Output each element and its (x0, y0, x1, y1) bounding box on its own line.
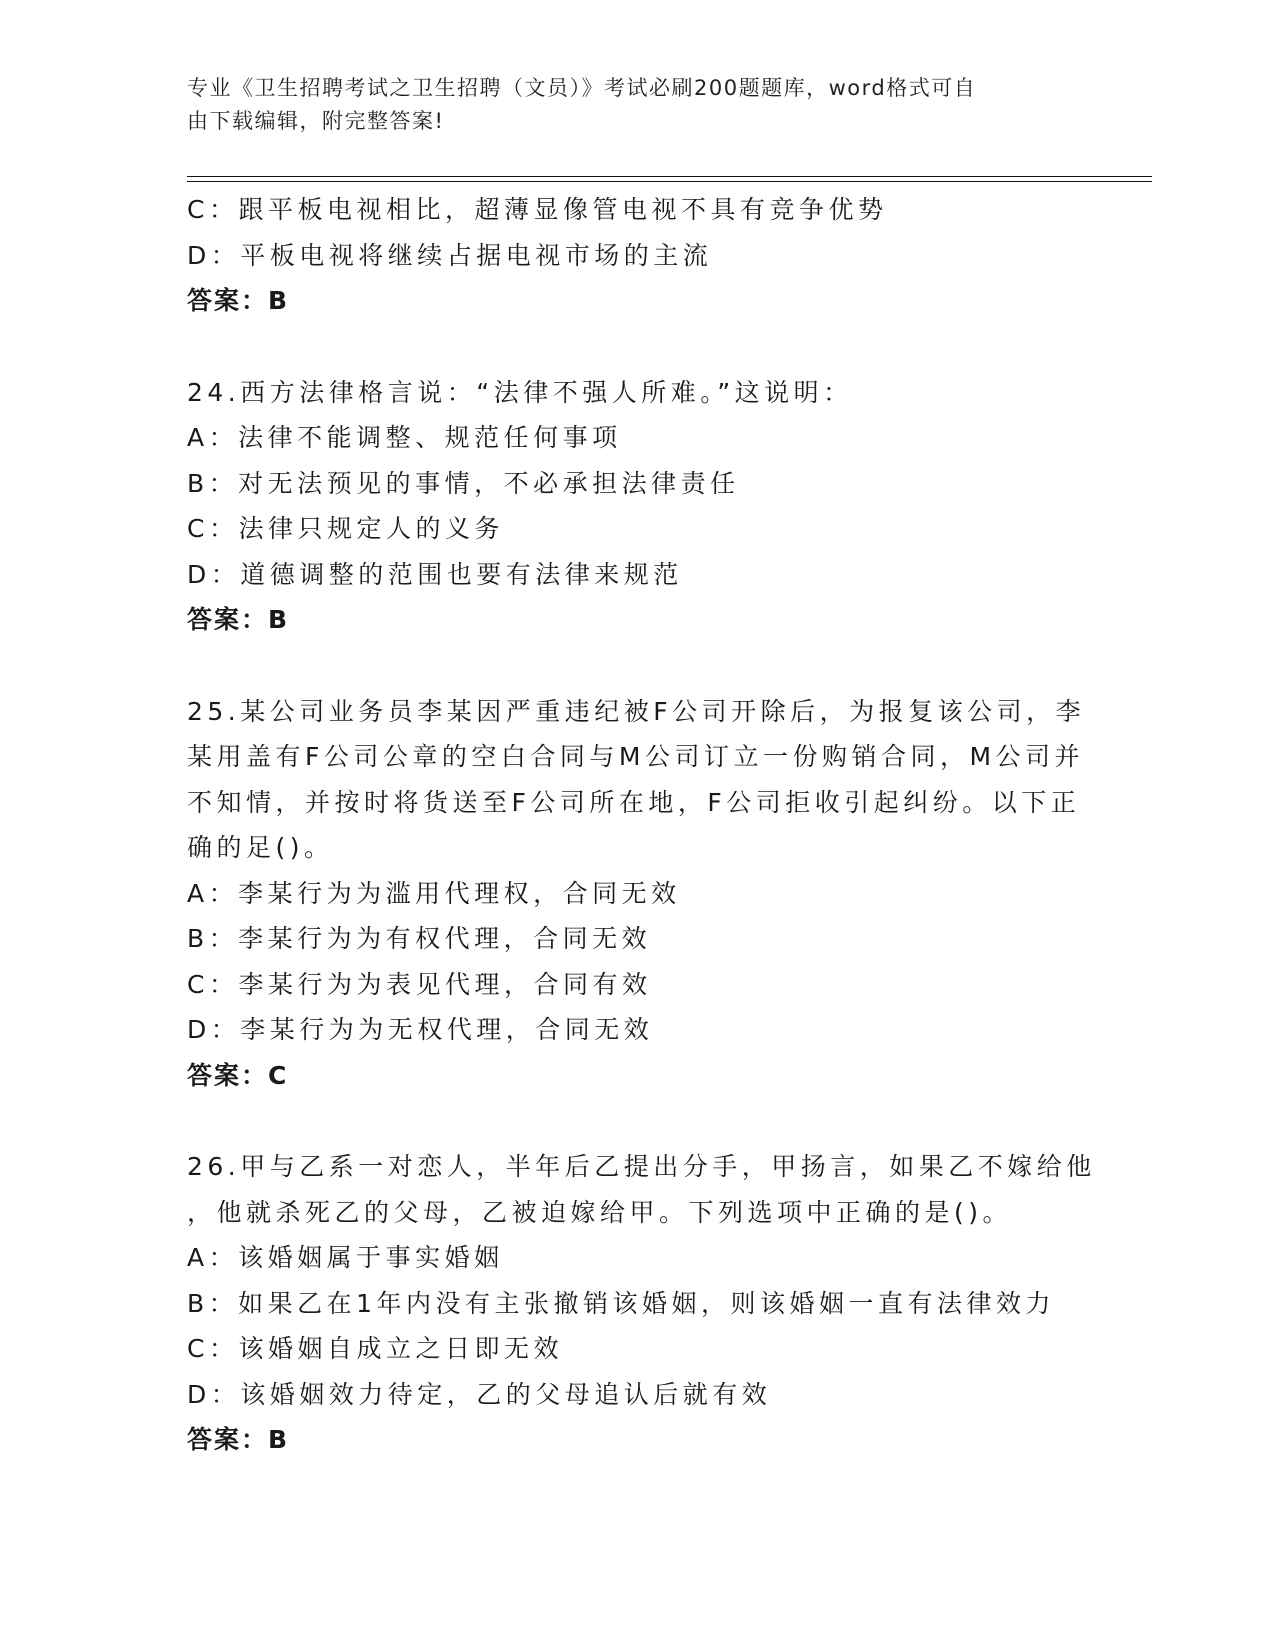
question-text-line: 确的足()。 (187, 833, 334, 862)
document-body (187, 187, 1096, 1463)
option-b: B：李某行为为有权代理，合同无效 (187, 924, 652, 953)
option-c: C：法律只规定人的义务 (187, 514, 504, 543)
answer-line: 答案：C (187, 1060, 289, 1090)
question-text-line: 25.某公司业务员李某因严重违纪被F公司开除后，为报复该公司，李 (187, 696, 1086, 726)
option-c: C：跟平板电视相比，超薄显像管电视不具有竞争优势 (187, 195, 888, 224)
question-text-line: 某用盖有F公司公章的空白合同与M公司订立一份购销合同，M公司并 (187, 742, 1085, 771)
header-rule-bottom (187, 181, 1152, 182)
option-d: D：该婚姻效力待定，乙的父母追认后就有效 (187, 1379, 772, 1409)
header-title-line-1: 专业《卫生招聘考试之卫生招聘（文员）》考试必刷200题题库，word格式可自 (187, 76, 977, 100)
option-a: A：李某行为为滥用代理权，合同无效 (187, 878, 681, 908)
option-d: D：平板电视将继续占据电视市场的主流 (187, 240, 713, 270)
option-d: D：道德调整的范围也要有法律来规范 (187, 559, 683, 589)
option-b: B：如果乙在1年内没有主张撤销该婚姻，则该婚姻一直有法律效力 (187, 1288, 1056, 1318)
document-header (187, 72, 1067, 138)
question-text-line: ，他就杀死乙的父母，乙被迫嫁给甲。下列选项中正确的是()。 (187, 1197, 1013, 1227)
question-26 (187, 1144, 1096, 1463)
continued-question (187, 187, 1087, 324)
option-b: B：对无法预见的事情，不必承担法律责任 (187, 468, 740, 498)
option-d: D：李某行为为无权代理，合同无效 (187, 1015, 654, 1044)
option-c: C：该婚姻自成立之日即无效 (187, 1334, 563, 1363)
option-a: A：该婚姻属于事实婚姻 (187, 1243, 504, 1272)
answer-line: 答案：B (187, 605, 290, 634)
header-title-line-2: 由下载编辑，附完整答案! (187, 109, 445, 133)
answer-line: 答案：B (187, 286, 290, 315)
question-24 (187, 370, 1087, 643)
header-rule-top (187, 176, 1152, 177)
question-25 (187, 689, 1087, 1099)
question-text-line: 26.甲与乙系一对恋人，半年后乙提出分手，甲扬言，如果乙不嫁给他 (187, 1152, 1096, 1181)
question-text: 24.西方法律格言说：“法律不强人所难。”这说明： (187, 377, 853, 407)
question-text-line: 不知情，并按时将货送至F公司所在地，F公司拒收引起纠纷。以下正 (187, 787, 1081, 817)
option-c: C：李某行为为表见代理，合同有效 (187, 969, 652, 999)
answer-line: 答案：B (187, 1425, 290, 1454)
option-a: A：法律不能调整、规范任何事项 (187, 423, 622, 452)
